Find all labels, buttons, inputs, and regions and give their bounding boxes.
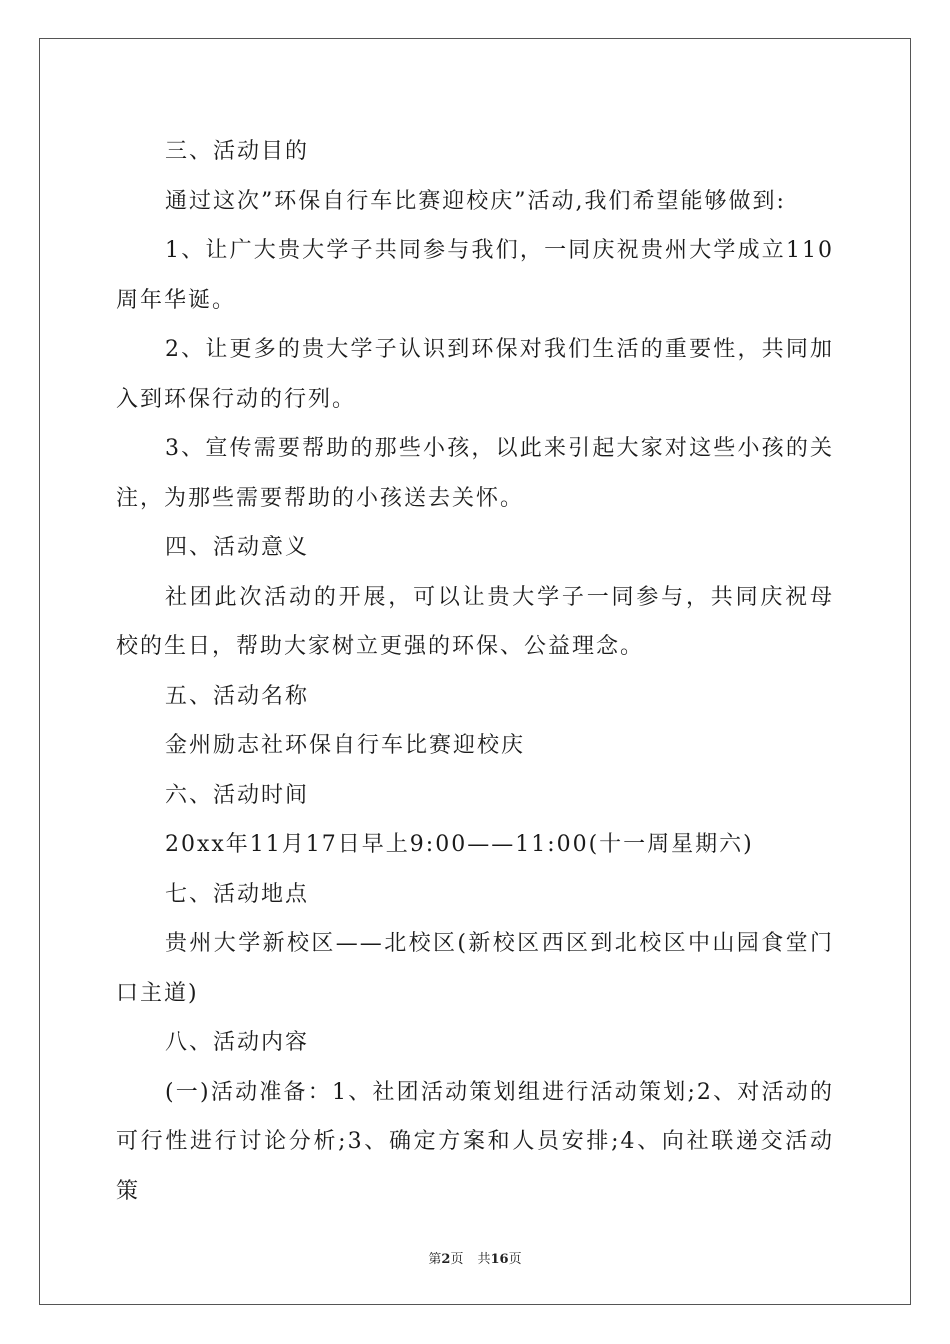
paragraph: 贵州大学新校区——北校区(新校区西区到北校区中山园食堂门口主道): [116, 931, 834, 1006]
paragraph: 1、让广大贵大学子共同参与我们，一同庆祝贵州大学成立110周年华诞。: [116, 238, 834, 313]
paragraph: 金州励志社环保自行车比赛迎校庆: [165, 733, 526, 758]
section-heading-purpose: 三、活动目的: [165, 139, 310, 164]
footer-total-suffix: 页: [508, 1252, 522, 1267]
section-heading-name: 五、活动名称: [165, 683, 310, 709]
paragraph: 20xx年11月17日早上9:00——11:00(十一周星期六): [165, 832, 754, 857]
paragraph: 通过这次”环保自行车比赛迎校庆”活动,我们希望能够做到:: [165, 188, 786, 214]
footer-page-prefix: 第: [428, 1252, 442, 1267]
paragraph: (一)活动准备：1、社团活动策划组进行活动策划;2、对活动的可行性进行讨论分析;3、确定方案和人员安排;4、向社联递交活动策: [116, 1079, 834, 1204]
document-body: [116, 127, 834, 1216]
footer-total-prefix: 共: [477, 1252, 491, 1267]
footer-total-pages: 16: [490, 1252, 509, 1267]
footer-page-number: 2: [441, 1252, 451, 1267]
section-heading-time: 六、活动时间: [165, 782, 310, 808]
paragraph: 3、宣传需要帮助的那些小孩，以此来引起大家对这些小孩的关注，为那些需要帮助的小孩送去关怀。: [116, 436, 834, 511]
section-heading-significance: 四、活动意义: [165, 535, 310, 560]
section-heading-location: 七、活动地点: [165, 881, 310, 907]
paragraph: 2、让更多的贵大学子认识到环保对我们生活的重要性，共同加入到环保行动的行列。: [116, 337, 834, 412]
section-heading-content: 八、活动内容: [165, 1030, 310, 1055]
footer-page-suffix: 页: [450, 1252, 464, 1267]
page-footer: [0, 1248, 950, 1267]
paragraph: 社团此次活动的开展，可以让贵大学子一同参与，共同庆祝母校的生日，帮助大家树立更强的环保、公益理念。: [116, 584, 834, 659]
